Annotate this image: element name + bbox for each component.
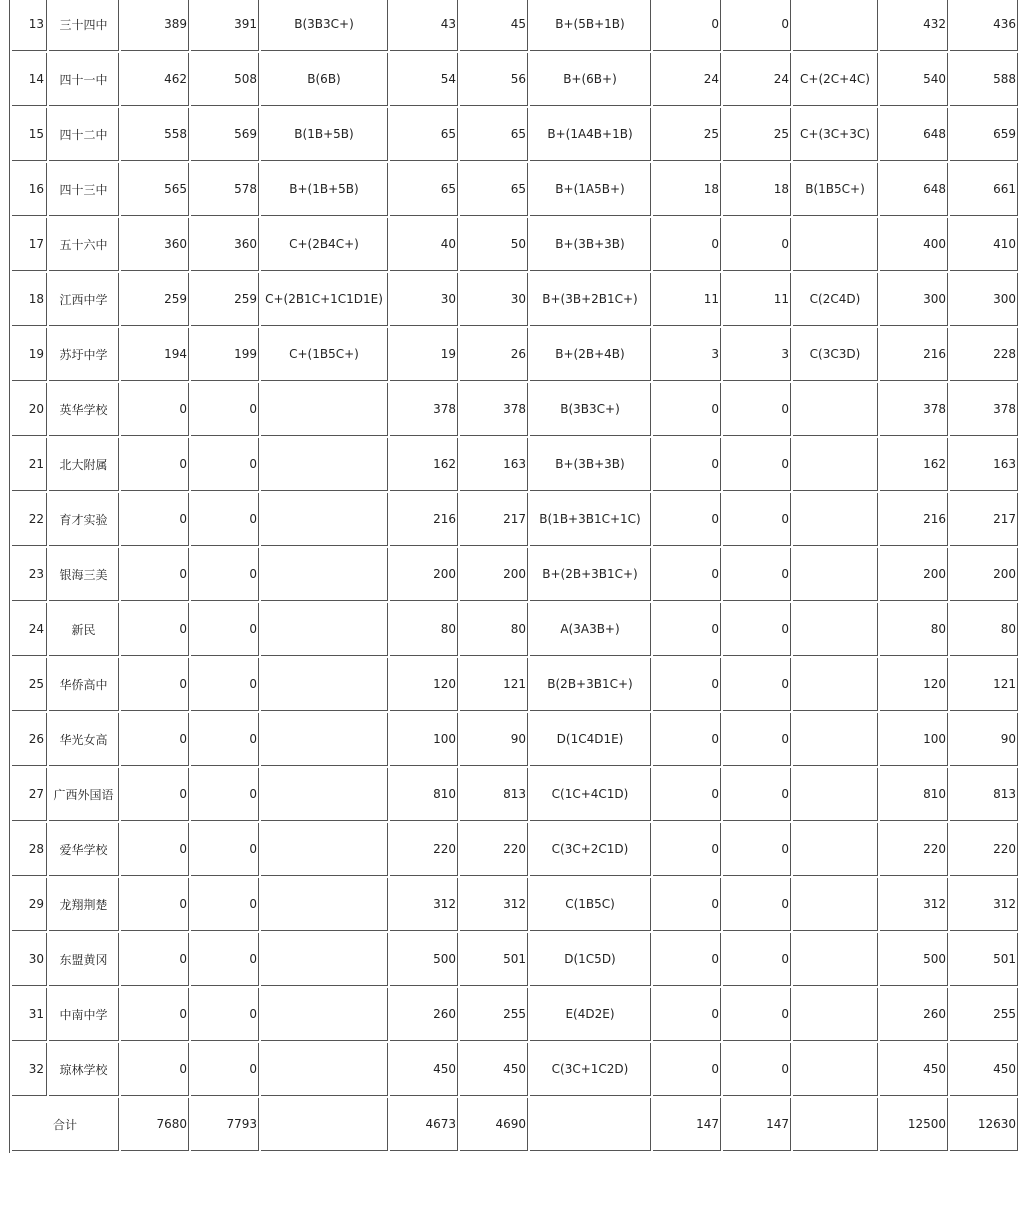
grade-level-1 bbox=[261, 768, 388, 821]
plan-count-1: 0 bbox=[121, 933, 189, 986]
plan-count-2: 80 bbox=[390, 603, 458, 656]
grade-level-3: C+(3C+3C) bbox=[793, 108, 878, 161]
total-admit: 217 bbox=[950, 493, 1018, 546]
table-row bbox=[12, 53, 1018, 106]
total-plan: 260 bbox=[880, 988, 948, 1041]
grade-level-3 bbox=[793, 603, 878, 656]
table-row bbox=[12, 548, 1018, 601]
plan-count-3: 0 bbox=[653, 383, 721, 436]
admit-count-2: 90 bbox=[460, 713, 528, 766]
total-plan-count-1: 7680 bbox=[121, 1098, 189, 1151]
admit-count-2: 65 bbox=[460, 163, 528, 216]
total-plan: 500 bbox=[880, 933, 948, 986]
total-plan: 216 bbox=[880, 493, 948, 546]
admit-count-2: 80 bbox=[460, 603, 528, 656]
plan-count-1: 0 bbox=[121, 493, 189, 546]
table-row bbox=[12, 878, 1018, 931]
table-row bbox=[12, 218, 1018, 271]
admit-count-1: 0 bbox=[191, 988, 259, 1041]
school-name: 四十二中 bbox=[49, 108, 119, 161]
grade-level-1: B+(1B+5B) bbox=[261, 163, 388, 216]
plan-count-1: 0 bbox=[121, 878, 189, 931]
admit-count-2: 501 bbox=[460, 933, 528, 986]
total-plan-count-3: 147 bbox=[653, 1098, 721, 1151]
table-row bbox=[12, 273, 1018, 326]
total-admit: 200 bbox=[950, 548, 1018, 601]
admit-count-3: 0 bbox=[723, 768, 791, 821]
plan-count-2: 40 bbox=[390, 218, 458, 271]
grade-level-2: B(2B+3B1C+) bbox=[530, 658, 651, 711]
admit-count-2: 50 bbox=[460, 218, 528, 271]
grade-level-1 bbox=[261, 658, 388, 711]
admit-count-3: 0 bbox=[723, 218, 791, 271]
total-plan: 162 bbox=[880, 438, 948, 491]
admit-count-3: 0 bbox=[723, 658, 791, 711]
plan-count-1: 259 bbox=[121, 273, 189, 326]
total-admit: 255 bbox=[950, 988, 1018, 1041]
plan-count-2: 30 bbox=[390, 273, 458, 326]
total-admit: 220 bbox=[950, 823, 1018, 876]
plan-count-1: 0 bbox=[121, 438, 189, 491]
table-row bbox=[12, 108, 1018, 161]
grade-level-2: B+(3B+3B) bbox=[530, 438, 651, 491]
grade-level-1 bbox=[261, 713, 388, 766]
plan-count-3: 0 bbox=[653, 768, 721, 821]
admit-count-3: 0 bbox=[723, 383, 791, 436]
school-name: 江西中学 bbox=[49, 273, 119, 326]
plan-count-3: 0 bbox=[653, 823, 721, 876]
plan-count-1: 0 bbox=[121, 603, 189, 656]
plan-count-2: 162 bbox=[390, 438, 458, 491]
school-name: 中南中学 bbox=[49, 988, 119, 1041]
school-name: 爱华学校 bbox=[49, 823, 119, 876]
grade-level-2: D(1C5D) bbox=[530, 933, 651, 986]
admit-count-3: 0 bbox=[723, 0, 791, 51]
admit-count-2: 56 bbox=[460, 53, 528, 106]
plan-count-1: 0 bbox=[121, 768, 189, 821]
row-number: 26 bbox=[12, 713, 47, 766]
plan-count-3: 0 bbox=[653, 713, 721, 766]
plan-count-3: 0 bbox=[653, 988, 721, 1041]
admit-count-2: 450 bbox=[460, 1043, 528, 1096]
table-row bbox=[12, 1043, 1018, 1096]
total-plan: 80 bbox=[880, 603, 948, 656]
total-plan: 648 bbox=[880, 108, 948, 161]
admit-count-1: 0 bbox=[191, 658, 259, 711]
admit-count-3: 24 bbox=[723, 53, 791, 106]
admit-count-3: 0 bbox=[723, 988, 791, 1041]
admit-count-1: 0 bbox=[191, 933, 259, 986]
total-plan: 120 bbox=[880, 658, 948, 711]
total-row bbox=[12, 1098, 1018, 1151]
plan-count-3: 0 bbox=[653, 658, 721, 711]
total-admit: 121 bbox=[950, 658, 1018, 711]
school-name: 北大附属 bbox=[49, 438, 119, 491]
total-plan: 100 bbox=[880, 713, 948, 766]
table-row bbox=[12, 823, 1018, 876]
total-admit: 80 bbox=[950, 603, 1018, 656]
grade-level-1: C+(1B5C+) bbox=[261, 328, 388, 381]
admit-count-2: 45 bbox=[460, 0, 528, 51]
admit-count-3: 25 bbox=[723, 108, 791, 161]
grade-level-1: B(6B) bbox=[261, 53, 388, 106]
table-row bbox=[12, 493, 1018, 546]
admit-count-2: 121 bbox=[460, 658, 528, 711]
table-row bbox=[12, 438, 1018, 491]
plan-count-3: 0 bbox=[653, 878, 721, 931]
plan-count-2: 216 bbox=[390, 493, 458, 546]
admit-count-3: 0 bbox=[723, 548, 791, 601]
admit-count-2: 813 bbox=[460, 768, 528, 821]
admit-count-3: 0 bbox=[723, 823, 791, 876]
plan-count-2: 19 bbox=[390, 328, 458, 381]
enrollment-table bbox=[9, 0, 1020, 1153]
table-row bbox=[12, 328, 1018, 381]
total-plan: 200 bbox=[880, 548, 948, 601]
admit-count-2: 217 bbox=[460, 493, 528, 546]
plan-count-1: 360 bbox=[121, 218, 189, 271]
plan-count-2: 65 bbox=[390, 108, 458, 161]
grade-level-1: C+(2B1C+1C1D1E) bbox=[261, 273, 388, 326]
plan-count-3: 25 bbox=[653, 108, 721, 161]
total-plan: 378 bbox=[880, 383, 948, 436]
table-row bbox=[12, 713, 1018, 766]
total-admit: 588 bbox=[950, 53, 1018, 106]
total-admit: 410 bbox=[950, 218, 1018, 271]
admit-count-3: 0 bbox=[723, 603, 791, 656]
grade-level-1 bbox=[261, 383, 388, 436]
total-admit: 501 bbox=[950, 933, 1018, 986]
table-row bbox=[12, 383, 1018, 436]
grade-level-3 bbox=[793, 438, 878, 491]
school-name: 银海三美 bbox=[49, 548, 119, 601]
grade-level-2: B+(5B+1B) bbox=[530, 0, 651, 51]
grade-level-1: C+(2B4C+) bbox=[261, 218, 388, 271]
total-plan: 220 bbox=[880, 823, 948, 876]
plan-count-2: 312 bbox=[390, 878, 458, 931]
admit-count-3: 11 bbox=[723, 273, 791, 326]
admit-count-1: 578 bbox=[191, 163, 259, 216]
admit-count-1: 259 bbox=[191, 273, 259, 326]
plan-count-1: 389 bbox=[121, 0, 189, 51]
admit-count-3: 0 bbox=[723, 713, 791, 766]
school-name: 五十六中 bbox=[49, 218, 119, 271]
row-number: 17 bbox=[12, 218, 47, 271]
total-plan: 450 bbox=[880, 1043, 948, 1096]
grade-level-3 bbox=[793, 713, 878, 766]
grade-level-1 bbox=[261, 493, 388, 546]
grade-level-1 bbox=[261, 548, 388, 601]
plan-count-3: 0 bbox=[653, 493, 721, 546]
school-name: 龙翔荆楚 bbox=[49, 878, 119, 931]
admit-count-2: 220 bbox=[460, 823, 528, 876]
grade-level-2: C(1C+4C1D) bbox=[530, 768, 651, 821]
row-number: 13 bbox=[12, 0, 47, 51]
total-admit: 659 bbox=[950, 108, 1018, 161]
plan-count-2: 54 bbox=[390, 53, 458, 106]
grade-level-2: B+(2B+4B) bbox=[530, 328, 651, 381]
plan-count-3: 0 bbox=[653, 603, 721, 656]
grade-level-2: B+(1A4B+1B) bbox=[530, 108, 651, 161]
admit-count-1: 360 bbox=[191, 218, 259, 271]
table-row bbox=[12, 768, 1018, 821]
plan-count-3: 0 bbox=[653, 0, 721, 51]
grade-level-3 bbox=[793, 493, 878, 546]
grade-level-2: B+(6B+) bbox=[530, 53, 651, 106]
school-name: 新民 bbox=[49, 603, 119, 656]
row-number: 24 bbox=[12, 603, 47, 656]
grade-level-1 bbox=[261, 933, 388, 986]
grade-level-2: E(4D2E) bbox=[530, 988, 651, 1041]
grade-level-3 bbox=[793, 768, 878, 821]
admit-count-1: 0 bbox=[191, 438, 259, 491]
grand-total-admit: 12630 bbox=[950, 1098, 1018, 1151]
school-name: 东盟黄冈 bbox=[49, 933, 119, 986]
plan-count-2: 120 bbox=[390, 658, 458, 711]
total-plan: 216 bbox=[880, 328, 948, 381]
grade-level-1: B(3B3C+) bbox=[261, 0, 388, 51]
row-number: 14 bbox=[12, 53, 47, 106]
plan-count-1: 0 bbox=[121, 713, 189, 766]
grade-level-1 bbox=[261, 603, 388, 656]
total-grade-level-1 bbox=[261, 1098, 388, 1151]
grade-level-3 bbox=[793, 933, 878, 986]
plan-count-2: 100 bbox=[390, 713, 458, 766]
total-admit: 661 bbox=[950, 163, 1018, 216]
plan-count-1: 558 bbox=[121, 108, 189, 161]
total-admit-count-2: 4690 bbox=[460, 1098, 528, 1151]
grade-level-3 bbox=[793, 218, 878, 271]
admit-count-1: 508 bbox=[191, 53, 259, 106]
admit-count-2: 312 bbox=[460, 878, 528, 931]
grade-level-1 bbox=[261, 1043, 388, 1096]
school-name: 华侨高中 bbox=[49, 658, 119, 711]
grade-level-1 bbox=[261, 878, 388, 931]
row-number: 18 bbox=[12, 273, 47, 326]
total-admit: 228 bbox=[950, 328, 1018, 381]
grade-level-2: A(3A3B+) bbox=[530, 603, 651, 656]
total-admit: 450 bbox=[950, 1043, 1018, 1096]
school-name: 琼林学校 bbox=[49, 1043, 119, 1096]
school-name: 英华学校 bbox=[49, 383, 119, 436]
total-admit: 436 bbox=[950, 0, 1018, 51]
grade-level-1 bbox=[261, 988, 388, 1041]
plan-count-2: 65 bbox=[390, 163, 458, 216]
row-number: 20 bbox=[12, 383, 47, 436]
school-name: 育才实验 bbox=[49, 493, 119, 546]
plan-count-2: 43 bbox=[390, 0, 458, 51]
plan-count-3: 11 bbox=[653, 273, 721, 326]
plan-count-1: 565 bbox=[121, 163, 189, 216]
plan-count-3: 0 bbox=[653, 438, 721, 491]
school-name: 四十三中 bbox=[49, 163, 119, 216]
plan-count-2: 450 bbox=[390, 1043, 458, 1096]
admit-count-1: 0 bbox=[191, 768, 259, 821]
plan-count-1: 0 bbox=[121, 823, 189, 876]
grade-level-2: C(3C+1C2D) bbox=[530, 1043, 651, 1096]
admit-count-3: 0 bbox=[723, 493, 791, 546]
grade-level-3: C(2C4D) bbox=[793, 273, 878, 326]
plan-count-2: 260 bbox=[390, 988, 458, 1041]
admit-count-2: 26 bbox=[460, 328, 528, 381]
plan-count-1: 462 bbox=[121, 53, 189, 106]
table-row bbox=[12, 658, 1018, 711]
admit-count-2: 163 bbox=[460, 438, 528, 491]
plan-count-1: 0 bbox=[121, 988, 189, 1041]
total-admit: 378 bbox=[950, 383, 1018, 436]
plan-count-1: 0 bbox=[121, 1043, 189, 1096]
plan-count-3: 3 bbox=[653, 328, 721, 381]
grade-level-3: C(3C3D) bbox=[793, 328, 878, 381]
total-grade-level-2 bbox=[530, 1098, 651, 1151]
admit-count-2: 255 bbox=[460, 988, 528, 1041]
grade-level-3: C+(2C+4C) bbox=[793, 53, 878, 106]
plan-count-1: 0 bbox=[121, 548, 189, 601]
plan-count-3: 0 bbox=[653, 1043, 721, 1096]
total-plan: 810 bbox=[880, 768, 948, 821]
admit-count-1: 0 bbox=[191, 548, 259, 601]
table-row bbox=[12, 0, 1018, 51]
row-number: 16 bbox=[12, 163, 47, 216]
grade-level-1: B(1B+5B) bbox=[261, 108, 388, 161]
grade-level-3 bbox=[793, 1043, 878, 1096]
total-plan: 312 bbox=[880, 878, 948, 931]
grade-level-2: B+(3B+3B) bbox=[530, 218, 651, 271]
grade-level-3 bbox=[793, 823, 878, 876]
grade-level-1 bbox=[261, 438, 388, 491]
admit-count-3: 0 bbox=[723, 1043, 791, 1096]
grade-level-2: B+(3B+2B1C+) bbox=[530, 273, 651, 326]
total-plan: 432 bbox=[880, 0, 948, 51]
grade-level-2: B(3B3C+) bbox=[530, 383, 651, 436]
row-number: 19 bbox=[12, 328, 47, 381]
grade-level-3 bbox=[793, 658, 878, 711]
admit-count-3: 18 bbox=[723, 163, 791, 216]
row-number: 29 bbox=[12, 878, 47, 931]
admit-count-2: 200 bbox=[460, 548, 528, 601]
school-name: 苏圩中学 bbox=[49, 328, 119, 381]
total-plan: 400 bbox=[880, 218, 948, 271]
grade-level-2: B+(2B+3B1C+) bbox=[530, 548, 651, 601]
row-number: 15 bbox=[12, 108, 47, 161]
total-plan: 648 bbox=[880, 163, 948, 216]
plan-count-3: 18 bbox=[653, 163, 721, 216]
total-admit: 163 bbox=[950, 438, 1018, 491]
total-admit: 312 bbox=[950, 878, 1018, 931]
total-grade-level-3 bbox=[793, 1098, 878, 1151]
admit-count-3: 3 bbox=[723, 328, 791, 381]
plan-count-1: 0 bbox=[121, 658, 189, 711]
admit-count-2: 65 bbox=[460, 108, 528, 161]
grade-level-3 bbox=[793, 548, 878, 601]
row-number: 22 bbox=[12, 493, 47, 546]
total-admit-count-3: 147 bbox=[723, 1098, 791, 1151]
grade-level-3 bbox=[793, 383, 878, 436]
plan-count-2: 500 bbox=[390, 933, 458, 986]
grade-level-3: B(1B5C+) bbox=[793, 163, 878, 216]
admit-count-3: 0 bbox=[723, 933, 791, 986]
admit-count-1: 199 bbox=[191, 328, 259, 381]
grade-level-2: B(1B+3B1C+1C) bbox=[530, 493, 651, 546]
grand-total-plan: 12500 bbox=[880, 1098, 948, 1151]
plan-count-2: 220 bbox=[390, 823, 458, 876]
grade-level-2: C(3C+2C1D) bbox=[530, 823, 651, 876]
table-row bbox=[12, 603, 1018, 656]
admit-count-1: 0 bbox=[191, 823, 259, 876]
admit-count-1: 569 bbox=[191, 108, 259, 161]
school-name: 四十一中 bbox=[49, 53, 119, 106]
row-number: 30 bbox=[12, 933, 47, 986]
grade-level-2: D(1C4D1E) bbox=[530, 713, 651, 766]
grade-level-3 bbox=[793, 878, 878, 931]
table-row bbox=[12, 988, 1018, 1041]
admit-count-3: 0 bbox=[723, 438, 791, 491]
row-number: 28 bbox=[12, 823, 47, 876]
table-row bbox=[12, 163, 1018, 216]
table-body bbox=[12, 0, 1018, 1151]
total-plan: 300 bbox=[880, 273, 948, 326]
admit-count-1: 0 bbox=[191, 383, 259, 436]
row-number: 32 bbox=[12, 1043, 47, 1096]
row-number: 27 bbox=[12, 768, 47, 821]
total-admit: 813 bbox=[950, 768, 1018, 821]
plan-count-1: 0 bbox=[121, 383, 189, 436]
grade-level-2: C(1B5C) bbox=[530, 878, 651, 931]
grade-level-2: B+(1A5B+) bbox=[530, 163, 651, 216]
school-name: 三十四中 bbox=[49, 0, 119, 51]
grade-level-3 bbox=[793, 0, 878, 51]
admit-count-2: 30 bbox=[460, 273, 528, 326]
grade-level-3 bbox=[793, 988, 878, 1041]
table-row bbox=[12, 933, 1018, 986]
total-admit: 90 bbox=[950, 713, 1018, 766]
plan-count-3: 0 bbox=[653, 548, 721, 601]
row-number: 23 bbox=[12, 548, 47, 601]
plan-count-3: 0 bbox=[653, 933, 721, 986]
admit-count-1: 0 bbox=[191, 493, 259, 546]
row-number: 25 bbox=[12, 658, 47, 711]
admit-count-2: 378 bbox=[460, 383, 528, 436]
total-admit: 300 bbox=[950, 273, 1018, 326]
school-name: 华光女高 bbox=[49, 713, 119, 766]
plan-count-3: 0 bbox=[653, 218, 721, 271]
total-admit-count-1: 7793 bbox=[191, 1098, 259, 1151]
admit-count-1: 0 bbox=[191, 713, 259, 766]
grade-level-1 bbox=[261, 823, 388, 876]
plan-count-2: 378 bbox=[390, 383, 458, 436]
plan-count-2: 200 bbox=[390, 548, 458, 601]
row-number: 31 bbox=[12, 988, 47, 1041]
admit-count-1: 0 bbox=[191, 603, 259, 656]
admit-count-1: 0 bbox=[191, 878, 259, 931]
total-plan-count-2: 4673 bbox=[390, 1098, 458, 1151]
admit-count-1: 0 bbox=[191, 1043, 259, 1096]
admit-count-1: 391 bbox=[191, 0, 259, 51]
plan-count-3: 24 bbox=[653, 53, 721, 106]
total-plan: 540 bbox=[880, 53, 948, 106]
admit-count-3: 0 bbox=[723, 878, 791, 931]
row-number: 21 bbox=[12, 438, 47, 491]
plan-count-2: 810 bbox=[390, 768, 458, 821]
total-label: 合计 bbox=[12, 1098, 119, 1151]
plan-count-1: 194 bbox=[121, 328, 189, 381]
school-name: 广西外国语 bbox=[49, 768, 119, 821]
